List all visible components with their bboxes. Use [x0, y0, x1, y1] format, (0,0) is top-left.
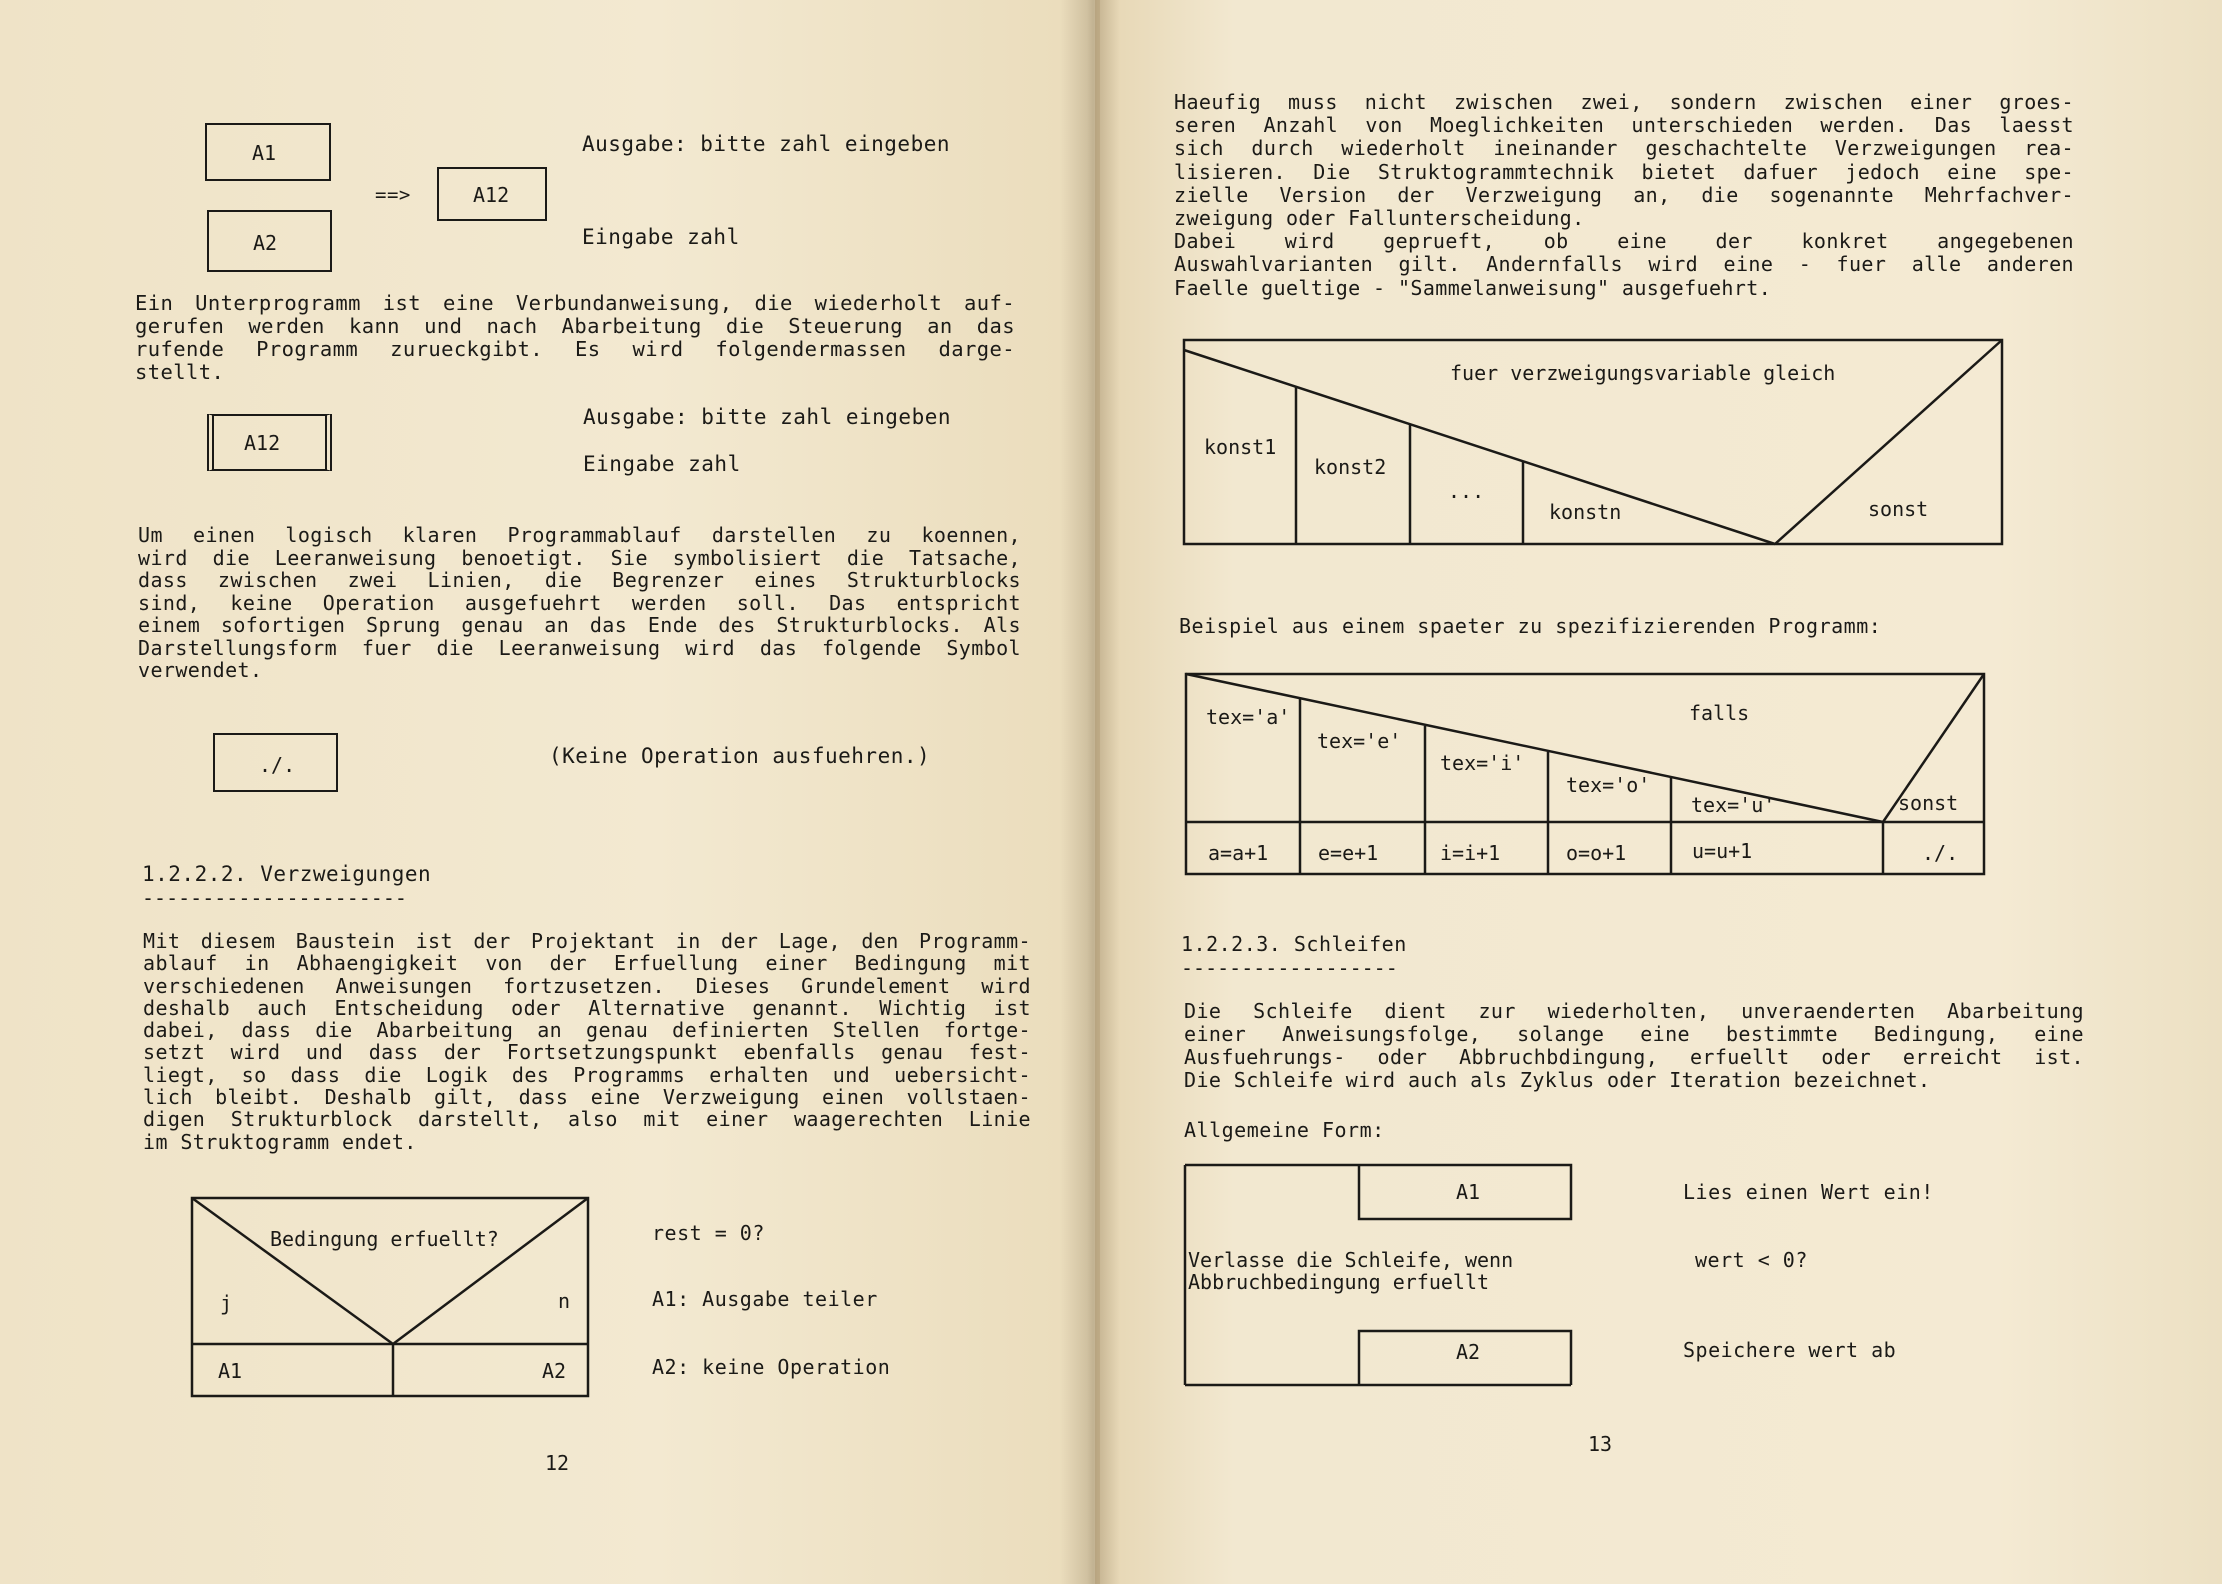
text-line: verwendet. [138, 658, 263, 682]
section-heading: 1.2.2.3. Schleifen [1181, 932, 1407, 956]
case-u-label: tex='u' [1691, 793, 1776, 817]
branch-a1-label: A1 [218, 1359, 243, 1383]
case-sonst-action: ./. [1922, 841, 1959, 865]
case-e-action: e=e+1 [1318, 841, 1379, 865]
heading-underline: ---------------------- [142, 886, 407, 910]
page-right [1100, 0, 2222, 1584]
page-number-left: 12 [545, 1451, 570, 1475]
text-line: Ausfuehrungs- oder Abbruchbdingung, erfuellt oder erreicht ist. [1184, 1045, 2084, 1069]
text-line: einem sofortigen Sprung genau an das Ende des Strukturblocks. Als [138, 613, 1021, 637]
text-line: zielle Version der Verzweigung an, die sogenannte Mehrfachver- [1174, 182, 2074, 207]
branch-diagram [190, 1196, 590, 1398]
block-a12-composite [437, 167, 547, 221]
text-line: einer Anweisungsfolge, solange eine bestimmte Bedingung, eine [1184, 1022, 2084, 1046]
page-number-right: 13 [1588, 1432, 1613, 1456]
case-dots-label: ... [1448, 479, 1485, 503]
text-line: gerufen werden kann und nach Abarbeitung die Steuerung an das [135, 314, 1015, 338]
page-left [0, 0, 1095, 1584]
text-line: Darstellungsform fuer die Leeranweisung wird das folgende Symbol [138, 635, 1021, 660]
case-i-action: i=i+1 [1440, 841, 1501, 865]
arrow-symbol: ==> [375, 184, 411, 206]
loop-diagram [1183, 1163, 1573, 1387]
text-line: wird die Leeranweisung benoetigt. Sie symbolisiert die Tatsache, [138, 545, 1021, 570]
case-konst2-label: konst2 [1314, 455, 1387, 479]
case-o-action: o=o+1 [1566, 841, 1627, 865]
example-header-label: falls [1689, 701, 1750, 725]
fig-input-text: Eingabe zahl [582, 225, 740, 249]
text-line: Haeufig muss nicht zwischen zwei, sondern zwischen einer groes- [1174, 90, 2074, 114]
branch-a2-label: A2 [542, 1359, 567, 1383]
heading-underline: ------------------ [1181, 956, 1398, 980]
case-sonst-label: sonst [1898, 791, 1959, 815]
loop-a1-label: A1 [1456, 1180, 1481, 1204]
sub-output-text: Ausgabe: bitte zahl eingeben [583, 405, 952, 429]
text-line: Dabei wird geprueft, ob eine der konkret angegebenen [1174, 229, 2074, 254]
case-a-action: a=a+1 [1208, 841, 1269, 865]
text-line: liegt, so dass die Logik des Programms erhalten und uebersicht- [143, 1062, 1031, 1087]
text-line: digen Strukturblock darstellt, also mit einer waagerechten Linie [143, 1107, 1031, 1132]
paragraph-multiway [1174, 91, 2074, 300]
fig-output-text: Ausgabe: bitte zahl eingeben [582, 132, 951, 156]
branch-condition-label: Bedingung erfuellt? [270, 1227, 499, 1251]
text-line: Um einen logisch klaren Programmablauf darstellen zu koennen, [138, 523, 1021, 547]
case-diagram [1182, 338, 2004, 546]
branch-yes-label: j [220, 1291, 233, 1315]
loop-note-check: wert < 0? [1695, 1248, 1808, 1272]
text-line: deshalb auch Entscheidung oder Alternative genannt. Wichtig ist [143, 995, 1031, 1020]
paragraph-branching [143, 930, 1031, 1153]
text-line: Faelle gueltige - "Sammelanweisung" ausgefuehrt. [1174, 275, 1772, 300]
text-line: im Struktogramm endet. [143, 1129, 417, 1154]
text-line: Mit diesem Baustein ist der Projektant in der Lage, den Programm- [143, 929, 1031, 953]
case-i-label: tex='i' [1440, 751, 1525, 775]
text-line: rufende Programm zurueckgibt. Es wird folgendermassen darge- [135, 337, 1015, 361]
section-heading: 1.2.2.2. Verzweigungen [142, 862, 432, 886]
general-form-label: Allgemeine Form: [1184, 1118, 1385, 1142]
text-line: verschiedenen Anweisungen fortzusetzen. Dieses Grundelement wird [143, 973, 1031, 998]
example-case-diagram [1184, 672, 1986, 876]
block-a2 [207, 210, 332, 272]
text-line: ablauf in Abhaengigkeit von der Erfuellung einer Bedingung mit [143, 951, 1031, 976]
subprogram-block [207, 414, 332, 471]
case-konstn-label: konstn [1549, 500, 1622, 524]
note-a1: A1: Ausgabe teiler [652, 1287, 878, 1311]
loop-exit-line1: Verlasse die Schleife, wenn [1188, 1248, 1514, 1272]
case-u-action: u=u+1 [1692, 839, 1753, 863]
case-header-label: fuer verzweigungsvariable gleich [1450, 361, 1836, 385]
text-line: stellt. [135, 360, 225, 384]
note-a2: A2: keine Operation [652, 1355, 891, 1379]
text-line: Auswahlvarianten gilt. Andernfalls wird eine - fuer alle anderen [1174, 252, 2074, 277]
sub-input-text: Eingabe zahl [583, 452, 741, 476]
loop-note-read: Lies einen Wert ein! [1683, 1180, 1934, 1204]
text-line: lisieren. Die Struktogrammtechnik bietet dafuer jedoch eine spe- [1174, 159, 2074, 184]
block-a2-label: A2 [253, 231, 278, 255]
block-a12-label: A12 [473, 183, 510, 207]
text-line: dass zwischen zwei Linien, die Begrenzer eines Strukturblocks [138, 568, 1021, 592]
loop-note-store: Speichere wert ab [1683, 1338, 1897, 1362]
block-a1 [205, 123, 331, 181]
paragraph-loop [1184, 1000, 2084, 1092]
text-line: seren Anzahl von Moeglichkeiten unterschieden werden. Das laesst [1174, 113, 2074, 138]
empty-statement-block [213, 733, 338, 792]
book-gutter [1060, 0, 1120, 1584]
loop-a2-label: A2 [1456, 1340, 1481, 1364]
text-line: setzt wird und dass der Fortsetzungspunkt ebenfalls genau fest- [143, 1040, 1031, 1065]
case-konst1-label: konst1 [1204, 435, 1277, 459]
text-line: sind, keine Operation ausgefuehrt werden soll. Das entspricht [138, 590, 1021, 615]
paragraph-subprogram [135, 292, 1015, 384]
subprogram-label: A12 [244, 431, 281, 455]
example-intro: Beispiel aus einem spaeter zu spezifizierenden Programm: [1179, 614, 1882, 638]
text-line: Die Schleife dient zur wiederholten, unveraenderten Abarbeitung [1184, 999, 2084, 1023]
case-a-label: tex='a' [1206, 705, 1291, 729]
empty-statement-caption: (Keine Operation ausfuehren.) [549, 744, 931, 768]
case-o-label: tex='o' [1566, 773, 1651, 797]
text-line: zweigung oder Fallunterscheidung. [1174, 206, 1585, 231]
note-rest: rest = 0? [652, 1221, 765, 1245]
paragraph-empty-statement [138, 524, 1021, 682]
block-a1-label: A1 [252, 141, 277, 165]
text-line: lich bleibt. Deshalb gilt, dass eine Verzweigung einen vollstaen- [143, 1085, 1031, 1110]
empty-statement-symbol: ./. [259, 753, 296, 777]
text-line: sich durch wiederholt ineinander geschachtelte Verzweigungen rea- [1174, 136, 2074, 161]
branch-no-label: n [558, 1289, 571, 1313]
text-line: Die Schleife wird auch als Zyklus oder Iteration bezeichnet. [1184, 1068, 1931, 1092]
text-line: dabei, dass die Abarbeitung an genau definierten Stellen fortge- [143, 1018, 1031, 1043]
case-e-label: tex='e' [1317, 729, 1402, 753]
loop-exit-line2: Abbruchbedingung erfuellt [1188, 1270, 1490, 1294]
text-line: Ein Unterprogramm ist eine Verbundanweisung, die wiederholt auf- [135, 291, 1015, 315]
case-sonst-label: sonst [1868, 497, 1929, 521]
